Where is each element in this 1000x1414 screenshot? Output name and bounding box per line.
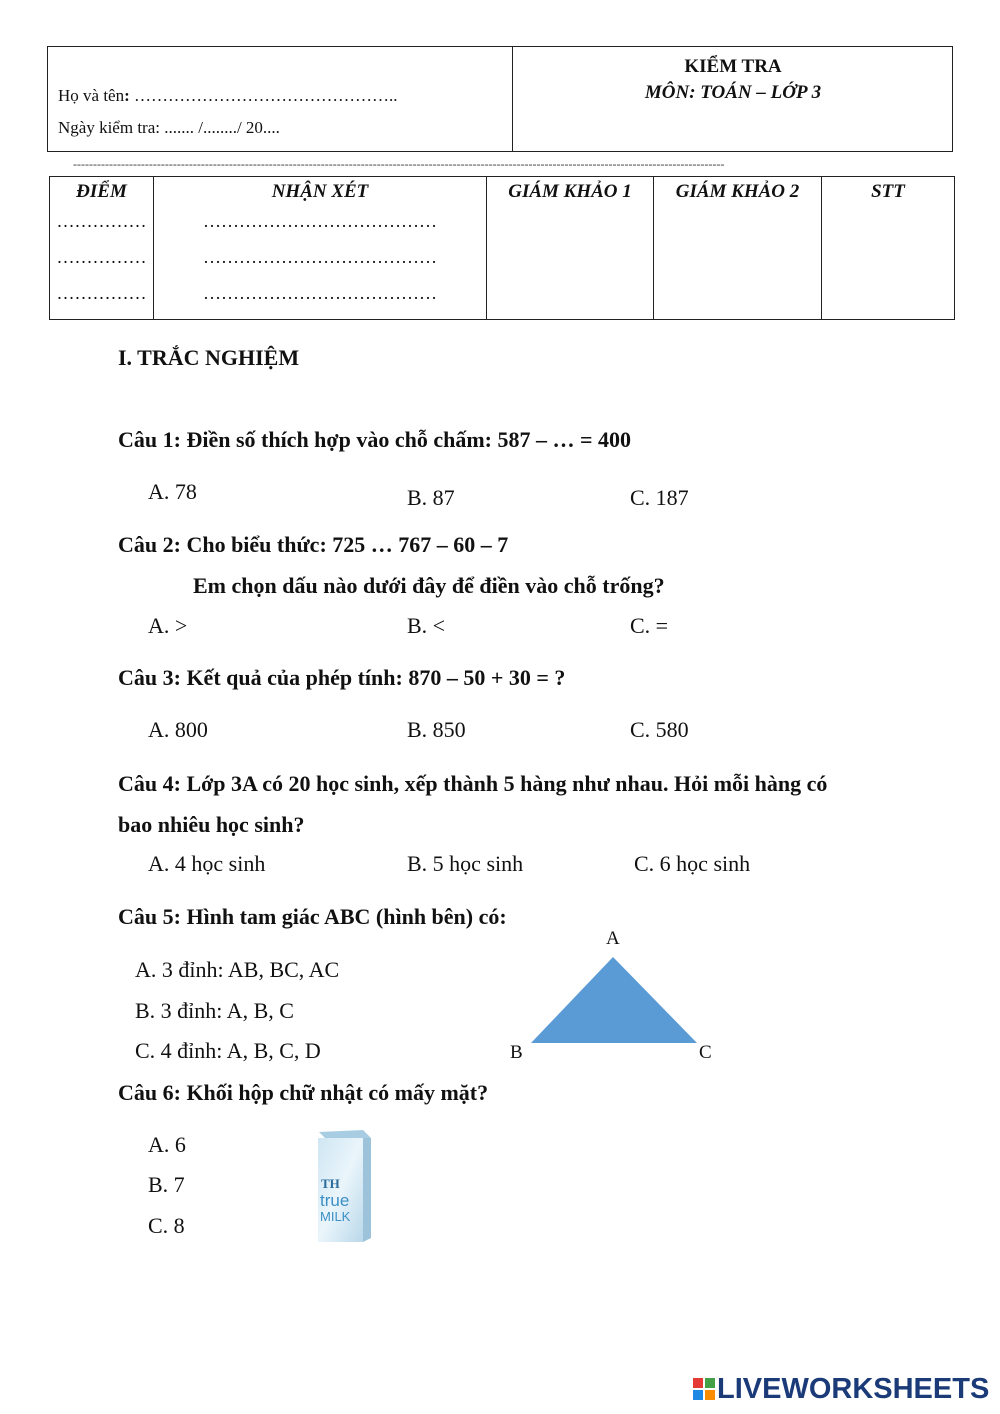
comment-dots-3: ………………………………… [203,283,437,303]
question-2: Câu 2: Cho biểu thức: 725 … 767 – 60 – 7 [118,532,509,557]
student-name-dots: ……………………………………….. [134,86,398,105]
q1-option-a[interactable]: A. 78 [148,479,197,504]
q4-option-a[interactable]: A. 4 học sinh [148,851,266,876]
student-name-line[interactable] [58,86,398,106]
q6-option-b[interactable]: B. 7 [148,1172,185,1197]
q2-option-c[interactable]: C. = [630,613,669,638]
q4-option-b[interactable]: B. 5 học sinh [407,851,524,876]
comment-dots-1: ………………………………… [203,211,437,231]
stt-header: STT [871,181,905,202]
q2-option-a[interactable]: A. > [148,613,188,638]
q5-option-a[interactable]: A. 3 đỉnh: AB, BC, AC [135,957,340,982]
q3-option-b[interactable]: B. 850 [407,717,466,742]
milk-brand: TH [321,1176,340,1191]
score-header: ĐIỂM [76,181,127,202]
comment-dots-2: ………………………………… [203,247,437,267]
score-dots-1: …………… [56,211,147,231]
examiner1-header: GIÁM KHẢO 1 [508,181,632,202]
vertex-label-b: B [510,1042,523,1063]
q6-option-c[interactable]: C. 8 [148,1213,185,1238]
milk-word-milk: MILK [320,1209,351,1224]
q3-option-c[interactable]: C. 580 [630,717,689,742]
exam-title: KIỂM TRA [684,56,782,77]
question-5: Câu 5: Hình tam giác ABC (hình bên) có: [118,904,507,929]
q5-option-c[interactable]: C. 4 đỉnh: A, B, C, D [135,1038,321,1063]
question-2-sub: Em chọn dấu nào dưới đây để điền vào chỗ trống? [193,573,665,598]
q1-option-c[interactable]: C. 187 [630,485,689,510]
student-name-colon: : [124,86,130,105]
q5-option-b[interactable]: B. 3 đỉnh: A, B, C [135,998,294,1023]
q3-option-a[interactable]: A. 800 [148,717,208,742]
triangle-abc [531,957,697,1043]
q1-option-b[interactable]: B. 87 [407,485,455,510]
question-4-line2: bao nhiêu học sinh? [118,812,305,837]
q2-option-b[interactable]: B. < [407,613,446,638]
question-3: Câu 3: Kết quả của phép tính: 870 – 50 + 30 = ? [118,665,566,690]
exam-date-line[interactable]: Ngày kiểm tra: ....... /......../ 20.... [58,118,280,137]
score-cell[interactable] [50,177,154,320]
question-6: Câu 6: Khối hộp chữ nhật có mấy mặt? [118,1080,489,1105]
comment-header: NHẬN XÉT [271,181,369,202]
q4-option-c[interactable]: C. 6 học sinh [634,851,751,876]
grade-table [49,176,955,320]
examiner2-header: GIÁM KHẢO 2 [675,181,800,202]
question-1: Câu 1: Điền số thích hợp vào chỗ chấm: 587 – … = 400 [118,427,632,452]
question-4: Câu 4: Lớp 3A có 20 học sinh, xếp thành 5 hàng như nhau. Hỏi mỗi hàng có [118,771,828,796]
section-title: I. TRẮC NGHIỆM [118,345,300,370]
examiner2-cell[interactable] [654,177,822,320]
student-name-label: Họ và tên [58,86,125,105]
score-dots-3: …………… [56,283,147,303]
liveworksheets-logo[interactable] [693,1373,989,1405]
vertex-label-c: C [699,1042,712,1063]
logo-blocks-icon [693,1378,715,1400]
cut-separator: ------------------------------------------------------------------------------------------------------------------------------------------------------------------- [73,157,725,171]
comment-cell[interactable] [154,177,487,320]
score-dots-2: …………… [56,247,147,267]
stt-cell[interactable] [822,177,955,320]
exam-subject: MÔN: TOÁN – LỚP 3 [644,82,822,103]
milk-word-true: true [320,1191,350,1210]
vertex-label-a: A [606,928,620,949]
logo-text: LIVEWORKSHEETS [717,1372,990,1405]
milk-carton-image [313,1128,375,1244]
q6-option-a[interactable]: A. 6 [148,1132,186,1157]
triangle-figure [500,925,730,1065]
examiner1-cell[interactable] [487,177,654,320]
